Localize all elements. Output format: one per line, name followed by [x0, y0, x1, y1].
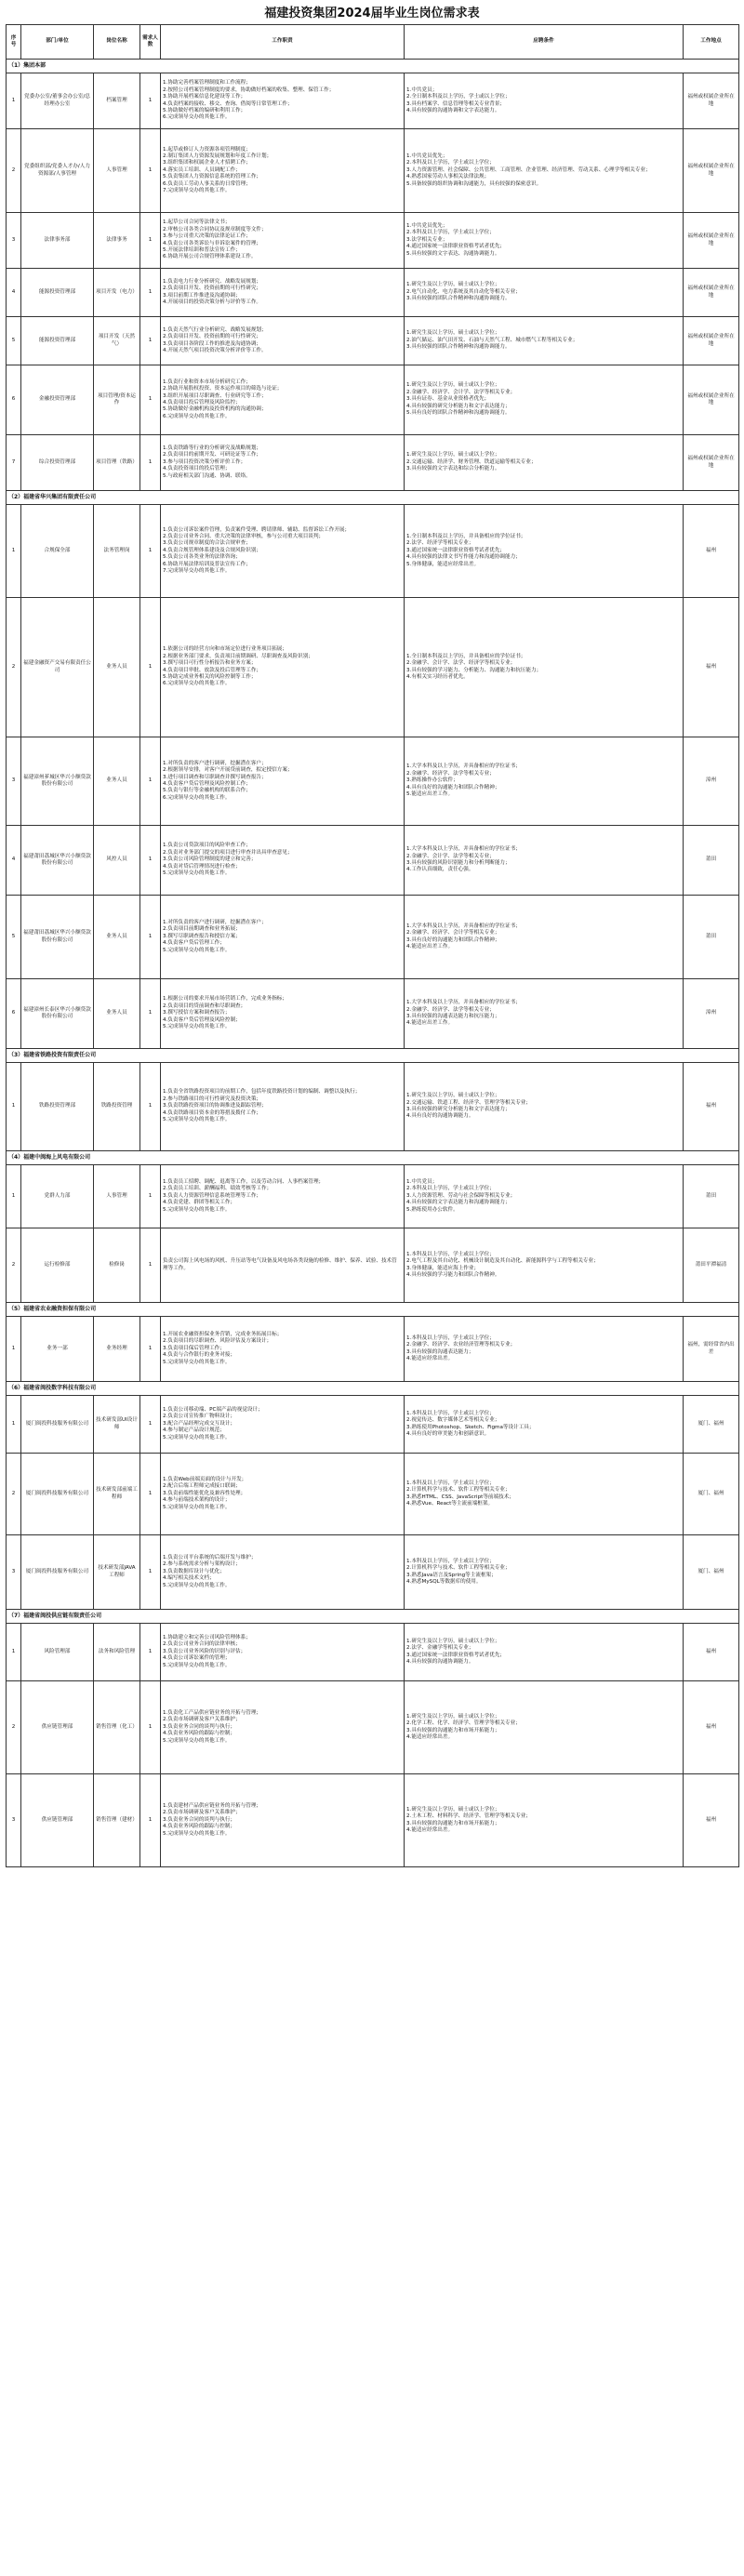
- section-title: （1）集团本部: [7, 60, 739, 73]
- table-row: [7, 896, 739, 979]
- cell-post: 人事管理: [94, 129, 140, 213]
- table-row: [7, 365, 739, 435]
- cell-loc: 厦门、福州: [684, 1535, 739, 1610]
- cell-duty: 1.负责化工产品供应链业务的开拓与管理； 2.负责市场调研及客户关系维护； 3.负责业务合同的谈判与执行； 4.负责业务风险的跟踪与控制； 5.完成领导交办的其他工作。: [161, 1681, 405, 1774]
- cell-post: 销售管理（建材）: [94, 1774, 140, 1867]
- cell-req: 1.研究生及以上学历，硕士或以上学位； 2.交通运输、铁道工程、经济学、管理学等相关专业； 3.具有较强的研究分析能力和文字表达能力； 4.具有良好的沟通协调能力。: [405, 1063, 684, 1151]
- cell-dept: 综合投资管理部: [21, 435, 94, 491]
- cell-post: 业务人员: [94, 737, 140, 826]
- cell-no: 2: [7, 129, 21, 213]
- cell-num: 1: [140, 1317, 161, 1382]
- cell-no: 4: [7, 269, 21, 317]
- cell-num: 1: [140, 1774, 161, 1867]
- table-row: [7, 1165, 739, 1228]
- section-header-row: [7, 1151, 739, 1165]
- cell-loc: 福州或权属企业所在地: [684, 213, 739, 269]
- cell-loc: 福州，需经常省内出差: [684, 1317, 739, 1382]
- cell-duty: 1.对所负责的客户进行调研，挖掘潜在客户； 2.根据领导安排，对客户开展贷前调查，拟定授信方案； 3.进行项目调查和尽职调查并撰写调查报告； 4.负责客户贷后管理及风险控制工作； 5.负责与银行等金融机构的联系合作； 6.完成领导交办的其他工作。: [161, 737, 405, 826]
- cell-duty: 1.负责天然气行业分析研究、战略发展规划； 2.负责项目开发、投资前期的可行性研究； 3.负责项目各阶段工作的推进及沟通协调； 4.开展天然气项目投资决策分析评价等工作。: [161, 317, 405, 365]
- table-row: [7, 1624, 739, 1681]
- table-row: [7, 1063, 739, 1151]
- table-row: [7, 269, 739, 317]
- cell-no: 3: [7, 1535, 21, 1610]
- cell-duty: 1.负责公司贷款项目的风险审查工作； 2.负责对业务部门提交的项目进行审查并出具审查意见； 3.负责公司风险管理制度的建立和完善； 4.负责对贷后管理情况进行检查； 5.完成领导交办的其他工作。: [161, 826, 405, 896]
- cell-loc: 福州或权属企业所在地: [684, 365, 739, 435]
- table-row: [7, 1228, 739, 1303]
- table-row: [7, 435, 739, 491]
- cell-post: 业务经理: [94, 1317, 140, 1382]
- cell-no: 3: [7, 213, 21, 269]
- cell-loc: 厦门、福州: [684, 1396, 739, 1454]
- cell-duty: 1.负责公司移动端、PC端产品的视觉设计； 2.负责公司宣传推广物料设计； 3.配合产品经理完成交互设计； 4.参与制定产品设计规范； 5.完成领导交办的其他工作。: [161, 1396, 405, 1454]
- cell-dept: 合规保全部: [21, 505, 94, 598]
- cell-post: 法律事务: [94, 213, 140, 269]
- cell-dept: 福建漳州芗城区华兴小额贷款股份有限公司: [21, 737, 94, 826]
- cell-duty: 1.负责公司平台系统的后端开发与维护； 2.参与系统需求分析与架构设计； 3.负责数据库设计与优化； 4.编写相关技术文档； 5.完成领导交办的其他工作。: [161, 1535, 405, 1610]
- header-post: 岗位名称: [94, 25, 140, 60]
- section-title: （7）福建省闽投供应链有限责任公司: [7, 1610, 739, 1624]
- cell-dept: 党委组织部/党委人才办/人力资源部/人事管理: [21, 129, 94, 213]
- cell-duty: 1.负责员工招聘、调配、退离等工作，以及劳动合同、人事档案管理； 2.负责员工培训、薪酬福利、绩效考核等工作； 3.负责人力资源管理信息系统管理等工作； 4.负责党建、群团等相关工作； 5.完成领导交办的其他工作。: [161, 1165, 405, 1228]
- table-row: [7, 1396, 739, 1454]
- cell-dept: 福建莆田荔城区华兴小额贷款股份有限公司: [21, 896, 94, 979]
- cell-no: 6: [7, 365, 21, 435]
- table-row: [7, 598, 739, 737]
- cell-dept: 供应链管理部: [21, 1681, 94, 1774]
- cell-req: 1.本科及以上学历，学士或以上学位； 2.金融学、经济学、农业经济管理等相关专业； 3.具有较强的沟通表达能力； 4.能适应经常出差。: [405, 1317, 684, 1382]
- cell-req: 1.研究生及以上学历，硕士或以上学位； 2.法学、金融学等相关专业； 3.通过国家统一法律职业资格考试者优先； 4.具有较强的沟通协调能力。: [405, 1624, 684, 1681]
- cell-req: 1.全日制本科及以上学历，并具备相应的学位证书； 2.法学、经济学等相关专业； 3.通过国家统一法律职业资格考试者优先； 4.具有较强的法律文书写作能力和沟通协调能力； 5.身体健康，能适应经常出差。: [405, 505, 684, 598]
- cell-dept: 法律事务部: [21, 213, 94, 269]
- cell-duty: 1.起草公司合同等法律文书； 2.审核公司各类合同协议及规章制度等文件； 3.参与公司重大决策的法律论证工作； 4.负责公司各类诉讼与非诉讼案件的管理； 5.开展法律培训和普法宣传工作； 6.协助开展公司合规管理体系建设工作。: [161, 213, 405, 269]
- cell-no: 7: [7, 435, 21, 491]
- cell-post: 项目管理/资本运作: [94, 365, 140, 435]
- header-duty: 工作职责: [161, 25, 405, 60]
- cell-req: 1.本科及以上学历，学士或以上学位； 2.计算机科学与技术、软件工程等相关专业； 3.熟悉Java语言及Spring等主流框架； 4.熟悉MySQL等数据库的使用。: [405, 1535, 684, 1610]
- cell-num: 1: [140, 129, 161, 213]
- table-row: [7, 1317, 739, 1382]
- table-row: [7, 826, 739, 896]
- cell-no: 1: [7, 505, 21, 598]
- cell-post: 人事管理: [94, 1165, 140, 1228]
- cell-loc: 福州: [684, 1624, 739, 1681]
- cell-no: 2: [7, 1228, 21, 1303]
- cell-no: 1: [7, 1624, 21, 1681]
- cell-req: 1.本科及以上学历，学士或以上学位； 2.计算机科学与技术、软件工程等相关专业； 3.熟悉HTML、CSS、JavaScript等前端技术； 4.熟悉Vue、React等主流前端框架。: [405, 1454, 684, 1535]
- cell-duty: 1.负责公司诉讼案件管理，负责案件受理、聘请律师、辅助、监督诉讼工作开展； 2.负责公司业务合同、重大决策的法律审核，参与公司重大项目谈判； 3.负责公司规章制度的合法合规审查； 4.负责合规管理体系建设及合规风险识别； 5.负责公司各类业务的法律咨询； 6.协助开展法律培训及普法宣传工作； 7.完成领导交办的其他工作。: [161, 505, 405, 598]
- table-row: [7, 1774, 739, 1867]
- cell-num: 1: [140, 1624, 161, 1681]
- section-header-row: [7, 60, 739, 73]
- cell-post: 业务人员: [94, 598, 140, 737]
- document-title: 福建投资集团2024届毕业生岗位需求表: [264, 7, 480, 20]
- cell-num: 1: [140, 1165, 161, 1228]
- cell-req: 1.中共党员； 2.全日制本科及以上学历，学士或以上学位； 3.具有档案学、信息管理等相关专业背景； 4.具有较强的沟通协调和文字表达能力。: [405, 73, 684, 129]
- cell-loc: 福州或权属企业所在地: [684, 435, 739, 491]
- cell-dept: 厦门闽投科技服务有限公司: [21, 1535, 94, 1610]
- table-row: [7, 73, 739, 129]
- cell-no: 2: [7, 1454, 21, 1535]
- table-row: [7, 505, 739, 598]
- cell-post: 项目开发（电力）: [94, 269, 140, 317]
- cell-num: 1: [140, 826, 161, 896]
- cell-duty: 1.负责建材产品供应链业务的开拓与管理； 2.负责市场调研及客户关系维护； 3.负责业务合同的谈判与执行； 4.负责业务风险的跟踪与控制； 5.完成领导交办的其他工作。: [161, 1774, 405, 1867]
- section-header-row: [7, 1382, 739, 1396]
- cell-loc: 莆田: [684, 1165, 739, 1228]
- section-header-row: [7, 1610, 739, 1624]
- cell-dept: 厦门闽投科技服务有限公司: [21, 1454, 94, 1535]
- cell-no: 3: [7, 737, 21, 826]
- cell-post: 技术研发部JAVA工程师: [94, 1535, 140, 1610]
- cell-num: 1: [140, 317, 161, 365]
- cell-duty: 1.对所负责的客户进行调研，挖掘潜在客户； 2.负责项目前期调查和业务拓展； 3.撰写尽职调查报告和授信方案； 4.负责客户贷后管理工作； 5.完成领导交办的其他工作。: [161, 896, 405, 979]
- section-title: （6）福建省闽投数字科技有限公司: [7, 1382, 739, 1396]
- cell-duty: 负责公司海上风电场的风机、升压站等电气设备及风电场各类设施的检修、维护、保养、试验、技术管理等工作。: [161, 1228, 405, 1303]
- cell-req: 1.本科及以上学历，学士或以上学位； 2.视觉传达、数字媒体艺术等相关专业； 3.熟练使用Photoshop、Sketch、Figma等设计工具； 4.具有良好的审美能力和创新意识。: [405, 1396, 684, 1454]
- table-row: [7, 317, 739, 365]
- cell-req: 1.大学本科及以上学历，并具备相应的学位证书； 2.金融学、会计学、法学等相关专业； 3.具有较强的风险识别能力和分析判断能力； 4.工作认真细致，责任心强。: [405, 826, 684, 896]
- cell-dept: 能源投资管理部: [21, 269, 94, 317]
- header-num: 需求人数: [140, 25, 161, 60]
- cell-req: 1.全日制本科及以上学历，并具备相应的学位证书； 2.金融学、会计学、法学、经济学等相关专业； 3.具有较强的学习能力、分析能力、沟通能力和抗压能力； 4.有相关实习经历者优先。: [405, 598, 684, 737]
- cell-loc: 莆田: [684, 896, 739, 979]
- cell-loc: 福州: [684, 1774, 739, 1867]
- cell-num: 1: [140, 435, 161, 491]
- cell-no: 5: [7, 317, 21, 365]
- cell-num: 1: [140, 737, 161, 826]
- cell-duty: 1.开展农业融资担保业务营销，完成业务拓展目标； 2.负责项目的尽职调查、风险评估及方案设计； 3.负责项目保后管理工作； 4.负责与合作银行的业务对接； 5.完成领导交办的其他工作。: [161, 1317, 405, 1382]
- cell-duty: 1.负责Web前端页面的设计与开发； 2.配合后端工程师完成接口联调； 3.负责前端性能优化及兼容性处理； 4.参与前端技术架构的设计； 5.完成领导交办的其他工作。: [161, 1454, 405, 1535]
- header-no: 序号: [7, 25, 21, 60]
- cell-req: 1.研究生及以上学历，硕士或以上学位； 2.化学工程、化学、经济学、管理学等相关专业； 3.具有较强的沟通能力和市场开拓能力； 4.能适应经常出差。: [405, 1681, 684, 1774]
- table-header: [7, 25, 739, 60]
- cell-no: 1: [7, 1396, 21, 1454]
- cell-loc: 莆田: [684, 826, 739, 896]
- cell-duty: 1.协助完善档案管理制度和工作流程； 2.按照公司档案管理制度的要求，协助做好档案的收集、整理、保管工作； 3.协助开展档案信息化建设等工作； 4.负责档案的接收、移交、查询、借阅等日常管理工作； 5.协助做好档案的编研和利用工作； 6.完成领导交办的其他工作。: [161, 73, 405, 129]
- cell-dept: 党委办公室/董事会办公室/总经理办公室: [21, 73, 94, 129]
- cell-num: 1: [140, 1396, 161, 1454]
- cell-loc: 厦门、福州: [684, 1454, 739, 1535]
- cell-loc: 福州或权属企业所在地: [684, 317, 739, 365]
- cell-req: 1.本科及以上学历，学士或以上学位； 2.电气工程及其自动化、机械设计制造及其自动化、新能源科学与工程等相关专业； 3.身体健康，能适应海上作业； 4.具有较强的学习能力和团队合作精神。: [405, 1228, 684, 1303]
- cell-duty: 1.负责铁路等行业的分析研究及战略规划； 2.负责项目的前期开发、可研论证等工作； 3.参与项目投资决策分析评价工作； 4.负责投资项目的投后管理； 5.与政府相关部门沟通、协调、联络。: [161, 435, 405, 491]
- cell-num: 1: [140, 505, 161, 598]
- cell-dept: 党群人力部: [21, 1165, 94, 1228]
- cell-no: 1: [7, 1165, 21, 1228]
- cell-req: 1.大学本科及以上学历，并具备相应的学位证书； 2.金融学、经济学、法学等相关专业； 3.熟练操作办公软件； 4.具有良好的沟通能力和团队合作精神； 5.能适应出差工作。: [405, 737, 684, 826]
- cell-req: 1.大学本科及以上学历，并具备相应的学位证书； 2.金融学、经济学、会计学等相关专业； 3.具有良好的沟通能力和团队合作精神； 4.能适应出差工作。: [405, 896, 684, 979]
- cell-num: 1: [140, 213, 161, 269]
- section-title: （4）福建中闽海上风电有限公司: [7, 1151, 739, 1165]
- cell-dept: 福建莆田荔城区华兴小额贷款股份有限公司: [21, 826, 94, 896]
- cell-loc: 福州或权属企业所在地: [684, 269, 739, 317]
- section-title: （5）福建省农业融资担保有限公司: [7, 1303, 739, 1317]
- cell-dept: 厦门闽投科技服务有限公司: [21, 1396, 94, 1454]
- cell-no: 2: [7, 598, 21, 737]
- section-header-row: [7, 1303, 739, 1317]
- cell-loc: 莆田平潭福清: [684, 1228, 739, 1303]
- cell-no: 1: [7, 73, 21, 129]
- cell-no: 4: [7, 826, 21, 896]
- cell-loc: 福州: [684, 1681, 739, 1774]
- table-row: [7, 1454, 739, 1535]
- header-req: 应聘条件: [405, 25, 684, 60]
- table-row: [7, 737, 739, 826]
- cell-num: 1: [140, 1454, 161, 1535]
- cell-req: 1.研究生及以上学历，硕士或以上学位； 2.交通运输、经济学、财务管理、铁道运输等相关专业； 3.具有较强的文字表达和综合分析能力。: [405, 435, 684, 491]
- cell-loc: 漳州: [684, 737, 739, 826]
- cell-post: 业务人员: [94, 896, 140, 979]
- cell-num: 1: [140, 73, 161, 129]
- cell-req: 1.大学本科及以上学历，并具备相应的学位证书； 2.金融学、经济学、法学等相关专业； 3.具有较强的沟通表达能力和抗压能力； 4.能适应出差工作。: [405, 979, 684, 1049]
- cell-duty: 1.负责全省铁路投资项目的前期工作，包括年度铁路投资计划的编制、调整以及执行； 2.参与铁路项目的可行性研究及投资决策； 3.负责铁路投资项目的协调推进及跟踪管理； 4.负责铁路项目资本金的筹措及拨付工作； 5.完成领导交办的其他工作。: [161, 1063, 405, 1151]
- cell-num: 1: [140, 1535, 161, 1610]
- header-loc: 工作地点: [684, 25, 739, 60]
- table-row: [7, 1681, 739, 1774]
- cell-post: 技术研发部前端工程师: [94, 1454, 140, 1535]
- cell-duty: 1.根据公司的要求开展市场营销工作，完成业务指标； 2.负责项目的贷前调查和尽职调查； 3.撰写授信方案和调查报告； 4.负责客户贷后管理及风险控制； 5.完成领导交办的其他工作。: [161, 979, 405, 1049]
- table-row: [7, 213, 739, 269]
- cell-post: 销售管理（化工）: [94, 1681, 140, 1774]
- table-row: [7, 1535, 739, 1610]
- section-title: （3）福建省铁路投资有限责任公司: [7, 1049, 739, 1063]
- cell-num: 1: [140, 979, 161, 1049]
- job-requirements-table: [6, 24, 739, 1867]
- cell-post: 检修岗: [94, 1228, 140, 1303]
- cell-num: 1: [140, 365, 161, 435]
- section-header-row: [7, 491, 739, 505]
- cell-req: 1.中共党员优先； 2.本科及以上学历，学士或以上学位； 3.法学相关专业； 4.通过国家统一法律职业资格考试者优先； 5.具有较强的文字表达、沟通协调能力。: [405, 213, 684, 269]
- cell-dept: 风险管理部: [21, 1624, 94, 1681]
- section-header-row: [7, 1049, 739, 1063]
- cell-dept: 供应链管理部: [21, 1774, 94, 1867]
- cell-dept: 铁路投资管理部: [21, 1063, 94, 1151]
- cell-post: 档案管理: [94, 73, 140, 129]
- cell-num: 1: [140, 269, 161, 317]
- cell-loc: 福州: [684, 1063, 739, 1151]
- cell-dept: 金融投资管理部: [21, 365, 94, 435]
- cell-dept: 福建金融资产交易有限责任公司: [21, 598, 94, 737]
- cell-duty: 1.起草或修订人力资源各项管理制度； 2.制订集团人力资源发展规划和年度工作计划； 3.组织集团和权属企业人才招聘工作； 4.落实员工培训、人员调配工作； 5.负责集团人力资源信息系统的管理工作； 6.负责员工劳动人事关系的日常管理； 7.完成领导交办的其他工作。: [161, 129, 405, 213]
- cell-post: 风控人员: [94, 826, 140, 896]
- cell-req: 1.研究生及以上学历，硕士或以上学位； 2.土木工程、材料科学、经济学、管理学等相关专业； 3.具有较强的沟通能力和市场开拓能力； 4.能适应经常出差。: [405, 1774, 684, 1867]
- cell-req: 1.研究生及以上学历，硕士或以上学位； 2.电气自动化、电力系统及其自动化等相关专业； 3.具有较强的团队合作精神和沟通协调能力。: [405, 269, 684, 317]
- table-body: [7, 60, 739, 1867]
- cell-loc: 福州或权属企业所在地: [684, 73, 739, 129]
- cell-num: 1: [140, 598, 161, 737]
- cell-num: 1: [140, 1681, 161, 1774]
- cell-dept: 业务一部: [21, 1317, 94, 1382]
- cell-post: 项目管理（铁路）: [94, 435, 140, 491]
- cell-no: 5: [7, 896, 21, 979]
- table-row: [7, 129, 739, 213]
- cell-post: 铁路投资管理: [94, 1063, 140, 1151]
- cell-duty: 1.负责行业和资本市场分析研究工作； 2.协助开展股权投资、资本运作项目的筛选与论证； 3.组织开展项目尽职调查、行业研究等工作； 4.负责项目投后管理及风险监控； 5.协助做好金融机构及投资机构的沟通协调； 6.完成领导交办的其他工作。: [161, 365, 405, 435]
- cell-num: 1: [140, 1228, 161, 1303]
- cell-num: 1: [140, 896, 161, 979]
- cell-duty: 1.负责电力行业分析研究、战略发展规划； 2.负责项目开发、投资前期的可行性研究； 3.项目前期工作推进及沟通协调； 4.开展项目的投资决策分析与评价等工作。: [161, 269, 405, 317]
- cell-req: 1.中共党员； 2.本科及以上学历，学士或以上学位； 3.人力资源管理、劳动与社会保障等相关专业； 4.具有较强的文字表达能力和沟通协调能力； 5.熟练使用办公软件。: [405, 1165, 684, 1228]
- cell-num: 1: [140, 1063, 161, 1151]
- cell-dept: 能源投资管理部: [21, 317, 94, 365]
- cell-req: 1.中共党员优先； 2.本科及以上学历，学士或以上学位； 3.人力资源管理、社会保障、公共管理、工商管理、企业管理、经济管理、劳动关系、心理学等相关专业； 4.熟悉国家劳动人事相关法律法规； 5.具备较强的组织协调和沟通能力，具有较强的保密意识。: [405, 129, 684, 213]
- cell-no: 1: [7, 1063, 21, 1151]
- cell-dept: 福建漳州长泰区华兴小额贷款股份有限公司: [21, 979, 94, 1049]
- cell-post: 项目开发（天然气）: [94, 317, 140, 365]
- cell-no: 6: [7, 979, 21, 1049]
- cell-req: 1.研究生及以上学历，硕士或以上学位； 2.金融学、经济学、会计学、法学等相关专业； 3.具有证券、基金从业资格者优先； 4.具有较强的研究分析能力和文字表达能力； 5.具有良好的团队合作精神和沟通协调能力。: [405, 365, 684, 435]
- cell-no: 3: [7, 1774, 21, 1867]
- cell-req: 1.研究生及以上学历，硕士或以上学位； 2.油气储运、油气田开发、石油与天然气工程、城市燃气工程等相关专业； 3.具有较强的团队合作精神和沟通协调能力。: [405, 317, 684, 365]
- cell-post: 业务人员: [94, 979, 140, 1049]
- section-title: （2）福建省华兴集团有限责任公司: [7, 491, 739, 505]
- header-dept: 部门/单位: [21, 25, 94, 60]
- cell-duty: 1.依据公司的经营方向和市场定位进行业务项目拓展； 2.根据业务部门要求，负责项目前期调研、尽职调查及风险识别； 3.撰写项目可行性分析报告和业务方案； 4.负责项目审批、放款及投后管理等工作； 5.协助完成业务相关的风险控制等工作； 6.完成领导交办的其他工作。: [161, 598, 405, 737]
- cell-loc: 漳州: [684, 979, 739, 1049]
- cell-duty: 1.协助建立和完善公司风险管理体系； 2.负责公司业务合同的法律审核； 3.负责公司业务风险的识别与评估； 4.负责公司诉讼案件的管理； 5.完成领导交办的其他工作。: [161, 1624, 405, 1681]
- cell-no: 1: [7, 1317, 21, 1382]
- cell-dept: 运行检修部: [21, 1228, 94, 1303]
- cell-no: 2: [7, 1681, 21, 1774]
- cell-post: 法务管理岗: [94, 505, 140, 598]
- cell-loc: 福州: [684, 598, 739, 737]
- cell-post: 法务和风险管理: [94, 1624, 140, 1681]
- table-row: [7, 979, 739, 1049]
- cell-loc: 福州或权属企业所在地: [684, 129, 739, 213]
- cell-loc: 福州: [684, 505, 739, 598]
- cell-post: 技术研发部UI设计师: [94, 1396, 140, 1454]
